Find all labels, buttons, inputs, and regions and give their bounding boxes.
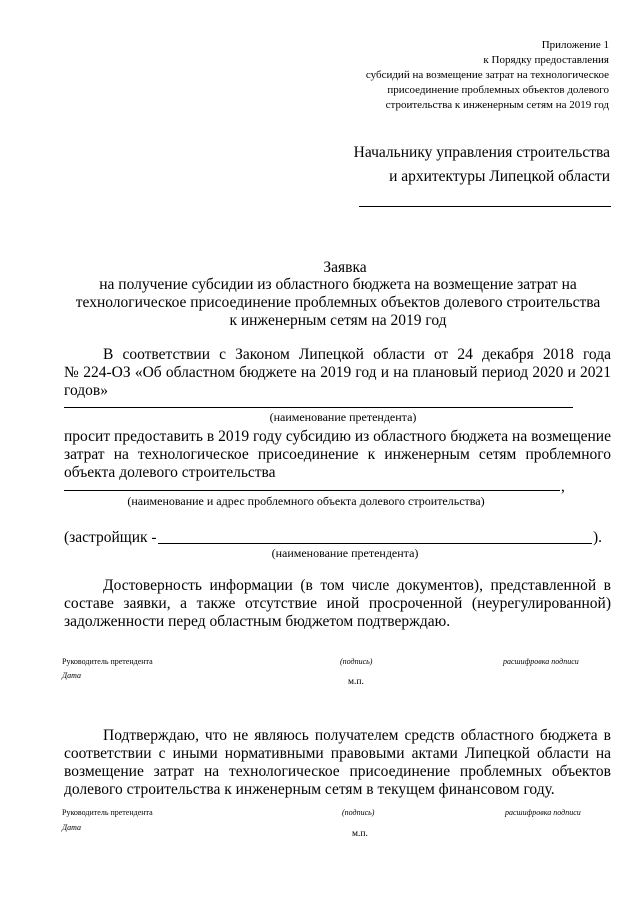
confirmation2-line: соответствии с иными нормативными правовыми актами Липецкой области на bbox=[64, 745, 611, 762]
signature-date-label: Дата bbox=[62, 823, 81, 832]
signature-decryption-label: расшифровка подписи bbox=[505, 808, 581, 817]
stamp-place-label: м.п. bbox=[352, 829, 368, 839]
developer-prefix: (застройщик - bbox=[64, 529, 157, 546]
application-subtitle-line: технологическое присоединение проблемных объектов долевого строительства bbox=[75, 294, 601, 311]
developer-suffix: ). bbox=[593, 529, 603, 546]
confirmation1-line: Достоверность информации (в том числе документов), представленной в bbox=[103, 577, 611, 594]
signature-date-label: Дата bbox=[62, 671, 81, 680]
signature-decryption-label: расшифровка подписи bbox=[503, 657, 579, 666]
addressee-line: и архитектуры Липецкой области bbox=[389, 168, 610, 185]
appendix-line: присоединение проблемных объектов долевого bbox=[387, 84, 609, 96]
confirmation2-line: Подтверждаю, что не являюсь получателем средств областного бюджета в bbox=[103, 727, 611, 744]
signature-head-label: Руководитель претендента bbox=[62, 657, 153, 666]
applicant-name-hint: (наименование претендента) bbox=[269, 410, 417, 424]
addressee-signature-line bbox=[359, 206, 611, 207]
signature-head-label: Руководитель претендента bbox=[62, 808, 153, 817]
developer-name-line bbox=[158, 543, 592, 544]
appendix-line: к Порядку предоставления bbox=[483, 54, 609, 66]
request-line: просит предоставить в 2019 году субсидию из областного бюджета на возмещение bbox=[64, 428, 611, 445]
developer-name-hint: (наименование претендента) bbox=[271, 546, 419, 560]
signature-label: (подпись) bbox=[340, 657, 373, 666]
addressee-line: Начальнику управления строительства bbox=[353, 144, 610, 161]
confirmation2-line: возмещение затрат на технологическое присоединение проблемных объектов bbox=[64, 763, 611, 780]
object-name-hint: (наименование и адрес проблемного объекта долевого строительства) bbox=[127, 494, 485, 508]
object-trailing-comma: , bbox=[561, 478, 565, 495]
signature-label: (подпись) bbox=[342, 808, 375, 817]
application-subtitle-line: к инженерным сетям на 2019 год bbox=[229, 312, 447, 329]
stamp-place-label: м.п. bbox=[348, 677, 364, 687]
intro-line: № 224-ОЗ «Об областном бюджете на 2019 год и на плановый период 2020 и 2021 bbox=[64, 364, 611, 381]
applicant-name-line bbox=[64, 407, 573, 408]
application-subtitle-line: на получение субсидии из областного бюджета на возмещение затрат на bbox=[99, 276, 577, 293]
confirmation2-line: долевого строительства к инженерным сетям в текущем финансовом году. bbox=[64, 781, 555, 798]
application-title: Заявка bbox=[323, 259, 367, 276]
appendix-line: субсидий на возмещение затрат на технологическое bbox=[365, 69, 609, 81]
appendix-line: строительства к инженерным сетям на 2019 год bbox=[385, 99, 609, 111]
intro-line: В соответствии с Законом Липецкой области от 24 декабря 2018 года bbox=[103, 346, 611, 363]
confirmation1-line: задолженности перед областным бюджетом подтверждаю. bbox=[64, 613, 451, 630]
request-line: объекта долевого строительства bbox=[64, 464, 276, 481]
confirmation1-line: составе заявки, а также отсутствие иной просроченной (неурегулированной) bbox=[64, 595, 611, 612]
intro-line: годов» bbox=[64, 382, 108, 399]
appendix-line: Приложение 1 bbox=[541, 39, 609, 51]
request-line: затрат на технологическое присоединение к инженерным сетям проблемного bbox=[64, 446, 611, 463]
object-name-line bbox=[64, 490, 560, 491]
